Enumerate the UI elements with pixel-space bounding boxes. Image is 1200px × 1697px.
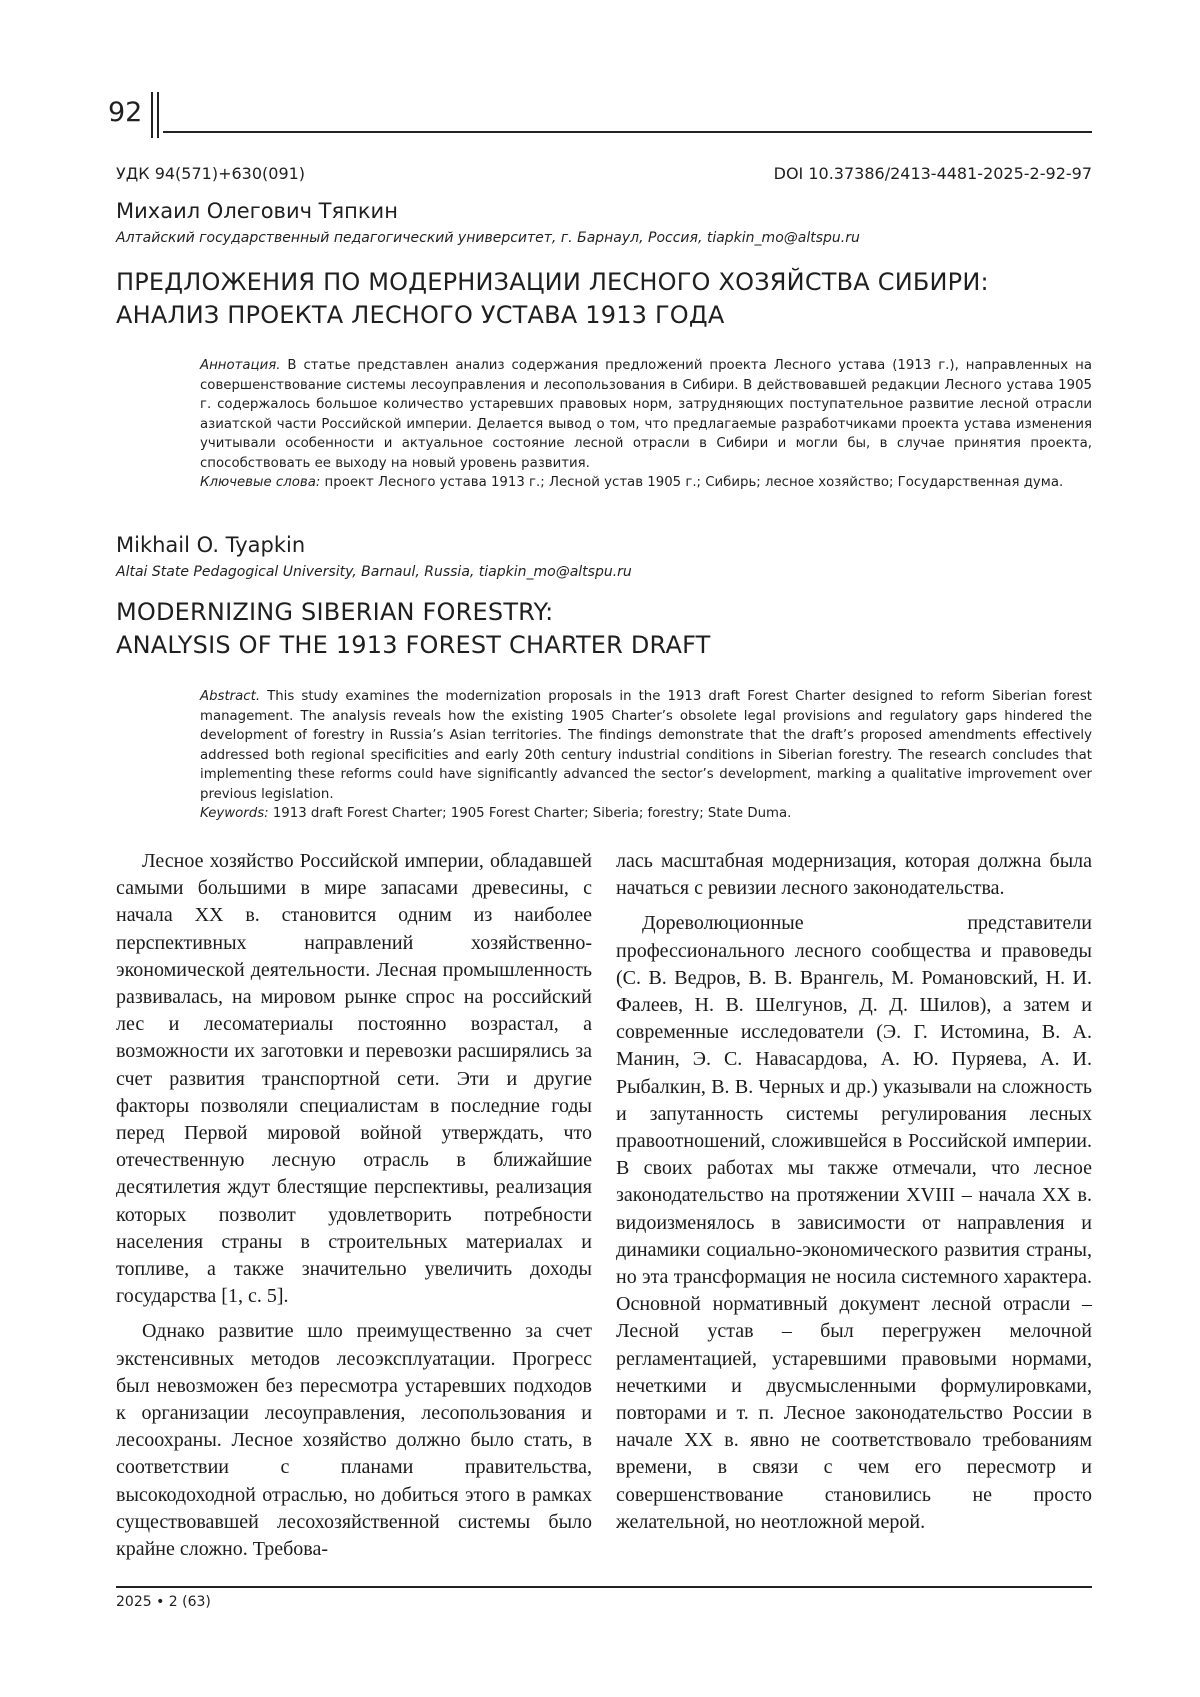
- title-ru-line-1: ПРЕДЛОЖЕНИЯ ПО МОДЕРНИЗАЦИИ ЛЕСНОГО ХОЗЯЙСТВА СИБИРИ:: [116, 268, 989, 296]
- keywords-ru-text: проект Лесного устава 1913 г.; Лесной устав 1905 г.; Сибирь; лесное хозяйство; Государственная дума.: [320, 475, 1064, 490]
- keywords-ru-label: Ключевые слова:: [200, 475, 321, 490]
- title-ru: [116, 266, 989, 332]
- title-ru-line-2: АНАЛИЗ ПРОЕКТА ЛЕСНОГО УСТАВА 1913 ГОДА: [116, 301, 725, 329]
- footer-rule: [116, 1586, 1092, 1588]
- body-paragraph-continued: лась масштабная модернизация, которая должна была начаться с ревизии лесного законодательства.: [616, 850, 1092, 900]
- header-vertical-bar: [157, 92, 159, 138]
- body-paragraph: Дореволюционные представители профессионального лесного сообщества и правоведы (С. В. Ведров, В. В. Врангель, М. Романовский, Н. И. Фалеев, Н. В. Шелгунов, Д. Д. Шилов), а затем и современные исследователи (Э. Г. Истомина, В. А. Манин, Э. С. Навасардова, А. Ю. Пуряева, А. И. Рыбалкин, В. В. Черных и др.) указывали на сложность и запутанность системы регулирования лесных правоотношений, сложившейся в Российской империи. В своих работах мы также отмечали, что лесное законодательство на протяжении XVIII – начала XX в. видоизменялось в зависимости от направления и динамики социально-экономического развития страны, но эта трансформация не носила системного характера. Основной нормативный документ лесной отрасли – Лесной устав – был перегружен мелочной регламентацией, устаревшими правовыми нормами, нечеткими и двусмысленными формулировками, повторами и т. п. Лесное законодательство России в начале XX в. явно не соответствовало требованиям времени, в связи с чем его пересмотр и совершенствование становились не просто желательной, но неотложной мерой.: [616, 912, 1092, 1533]
- header-rule: [163, 131, 1092, 133]
- keywords-en-text: 1913 draft Forest Charter; 1905 Forest Charter; Siberia; forestry; State Duma.: [268, 806, 792, 821]
- doi: DOI 10.37386/2413-4481-2025-2-92-97: [773, 164, 1092, 183]
- udc-code: УДК 94(571)+630(091): [116, 164, 306, 183]
- author-ru: Михаил Олегович Тяпкин: [116, 199, 398, 223]
- affiliation-ru: Алтайский государственный педагогический университет, г. Барнаул, Россия, tiapkin_mo@altspu.ru: [116, 230, 860, 246]
- page-number: 92: [108, 97, 143, 128]
- keywords-en-paragraph: [200, 804, 1092, 824]
- header-vertical-bar: [151, 92, 153, 138]
- keywords-ru-paragraph: [200, 473, 1092, 493]
- body-column-left: [116, 848, 592, 1571]
- abstract-en: [200, 687, 1092, 824]
- title-en: [116, 596, 711, 662]
- abstract-en-text: This study examines the modernization proposals in the 1913 draft Forest Charter designed to reform Siberian forest management. The analysis reveals how the existing 1905 Charter’s obsolete legal provisions and regulatory gaps hindered the development of forestry in Russia’s Asian territories. The findings demonstrate that the draft’s proposed amendments effectively addressed both regional specificities and early 20th century industrial conditions in Siberian forestry. The research concludes that implementing these reforms could have significantly advanced the sector’s development, marking a qualitative improvement over previous legislation.: [200, 689, 1092, 802]
- abstract-ru-text: В статье представлен анализ содержания предложений проекта Лесного устава (1913 г.), направленных на совершенствование системы лесоуправления и лесопользования в Сибири. В действовавшей редакции Лесного устава 1905 г. содержалось большое количество устаревших правовых норм, затрудняющих поступательное развитие лесной отрасли азиатской части Российской империи. Делается вывод о том, что предлагаемые разработчиками проекта устава изменения учитывали особенности и актуальное состояние лесной отрасли в Сибири и могли бы, в случае принятия проекта, способствовать ее выходу на новый уровень развития.: [200, 358, 1092, 471]
- abstract-ru: [200, 356, 1092, 493]
- author-en: Mikhail O. Tyapkin: [116, 533, 306, 557]
- keywords-en-label: Keywords:: [200, 806, 269, 821]
- abstract-en-label: Abstract.: [200, 689, 261, 704]
- abstract-ru-paragraph: [200, 356, 1092, 473]
- title-en-line-2: ANALYSIS OF THE 1913 FOREST CHARTER DRAFT: [116, 631, 711, 659]
- body-column-right: [616, 848, 1092, 1544]
- title-en-line-1: MODERNIZING SIBERIAN FORESTRY:: [116, 598, 554, 626]
- abstract-ru-label: Аннотация.: [200, 358, 281, 373]
- affiliation-en: Altai State Pedagogical University, Barnaul, Russia, tiapkin_mo@altspu.ru: [116, 564, 632, 580]
- abstract-en-paragraph: [200, 687, 1092, 804]
- body-paragraph: Однако развитие шло преимущественно за счет экстенсивных методов лесоэксплуатации. Прогресс был невозможен без пересмотра устаревших подходов к организации лесоуправления, лесопользования и лесоохраны. Лесное хозяйство должно было стать, в соответствии с планами правительства, высокодоходной отраслью, но добиться этого в рамках существовавшей лесохозяйственной системы было крайне сложно. Требова-: [116, 1320, 592, 1561]
- issue-number: 2025 • 2 (63): [116, 1594, 211, 1610]
- body-paragraph: Лесное хозяйство Российской империи, обладавшей самыми большими в мире запасами древесины, с начала XX в. становится одним из наиболее перспективных направлений хозяйственно-экономической деятельности. Лесная промышленность развивалась, на мировом рынке спрос на российский лес и лесоматериалы постоянно возрастал, а возможности их заготовки и перевозки расширялись за счет развития транспортной сети. Эти и другие факторы позволяли специалистам в последние годы перед Первой мировой войной утверждать, что отечественную лесную отрасль в ближайшие десятилетия ждут блестящие перспективы, реализация которых позволит удовлетворить потребности населения страны в строительных материалах и топливе, а также значительно увеличить доходы государства [1, с. 5].: [116, 850, 592, 1308]
